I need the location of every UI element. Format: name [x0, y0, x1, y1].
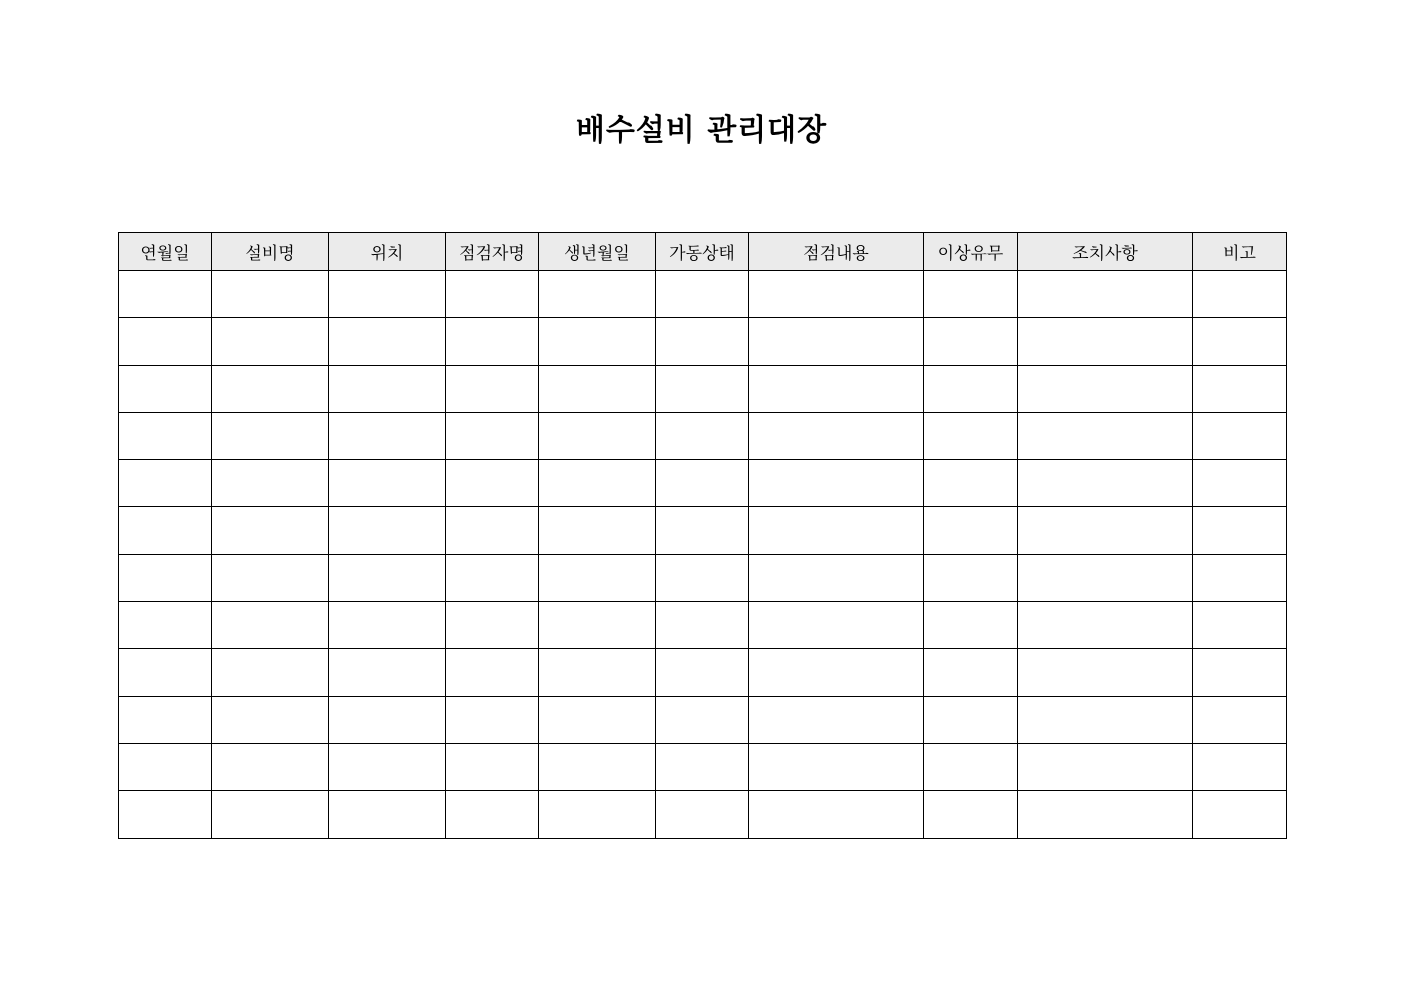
table-cell — [119, 743, 212, 790]
table-cell — [212, 460, 329, 507]
table-cell — [924, 554, 1018, 601]
column-header-remarks: 비고 — [1193, 233, 1287, 271]
table-cell — [656, 318, 749, 365]
table-cell — [212, 554, 329, 601]
table-cell — [924, 460, 1018, 507]
table-cell — [119, 696, 212, 743]
table-cell — [119, 602, 212, 649]
table-row — [119, 554, 1287, 601]
table-cell — [119, 412, 212, 459]
table-cell — [212, 743, 329, 790]
table-cell — [446, 507, 539, 554]
table-cell — [749, 271, 924, 318]
table-cell — [749, 743, 924, 790]
table-cell — [656, 365, 749, 412]
table-cell — [1018, 554, 1193, 601]
column-header-abnormality: 이상유무 — [924, 233, 1018, 271]
table-cell — [1018, 696, 1193, 743]
table-cell — [539, 602, 656, 649]
table-cell — [329, 365, 446, 412]
table-cell — [1018, 460, 1193, 507]
table-row — [119, 365, 1287, 412]
table-row — [119, 649, 1287, 696]
table-cell — [119, 554, 212, 601]
table-cell — [1193, 602, 1287, 649]
table-cell — [749, 602, 924, 649]
table-cell — [446, 271, 539, 318]
table-cell — [212, 318, 329, 365]
table-cell — [656, 791, 749, 838]
table-cell — [749, 460, 924, 507]
table-body — [119, 271, 1287, 839]
table-cell — [119, 271, 212, 318]
table-cell — [1018, 412, 1193, 459]
table-cell — [212, 365, 329, 412]
table-cell — [749, 318, 924, 365]
column-header-inspector-name: 점검자명 — [446, 233, 539, 271]
table-cell — [329, 696, 446, 743]
table-cell — [539, 554, 656, 601]
table-row — [119, 696, 1287, 743]
table-cell — [749, 554, 924, 601]
document-title: 배수설비 관리대장 — [575, 113, 828, 148]
table-cell — [1193, 649, 1287, 696]
table-cell — [446, 743, 539, 790]
table-cell — [446, 696, 539, 743]
table-cell — [446, 460, 539, 507]
table-row — [119, 271, 1287, 318]
table-cell — [656, 554, 749, 601]
column-header-operating-status: 가동상태 — [656, 233, 749, 271]
table-cell — [539, 696, 656, 743]
table-cell — [119, 460, 212, 507]
table-row — [119, 743, 1287, 790]
table-cell — [329, 271, 446, 318]
table-cell — [539, 365, 656, 412]
table-row — [119, 318, 1287, 365]
table-cell — [1018, 791, 1193, 838]
table-cell — [212, 649, 329, 696]
table-cell — [924, 271, 1018, 318]
table-cell — [539, 318, 656, 365]
table-cell — [446, 602, 539, 649]
table-cell — [656, 696, 749, 743]
table-cell — [749, 696, 924, 743]
column-header-date: 연월일 — [119, 233, 212, 271]
column-header-actions-taken: 조치사항 — [1018, 233, 1193, 271]
table-cell — [446, 365, 539, 412]
table-cell — [749, 791, 924, 838]
table-cell — [749, 649, 924, 696]
table-row — [119, 602, 1287, 649]
table-cell — [539, 507, 656, 554]
table-cell — [539, 791, 656, 838]
table-cell — [539, 460, 656, 507]
table-cell — [749, 365, 924, 412]
table-cell — [924, 602, 1018, 649]
table-cell — [1018, 271, 1193, 318]
table-cell — [1193, 271, 1287, 318]
table-cell — [1193, 696, 1287, 743]
table-cell — [212, 602, 329, 649]
table-row — [119, 460, 1287, 507]
table-row — [119, 412, 1287, 459]
table-cell — [446, 318, 539, 365]
table-cell — [119, 791, 212, 838]
column-header-birth-date: 생년월일 — [539, 233, 656, 271]
drainage-ledger-table — [118, 232, 1287, 839]
table-cell — [119, 365, 212, 412]
table-cell — [212, 271, 329, 318]
table-cell — [446, 412, 539, 459]
table-cell — [539, 743, 656, 790]
table-cell — [446, 554, 539, 601]
table-cell — [656, 649, 749, 696]
table-cell — [1193, 554, 1287, 601]
table-cell — [329, 507, 446, 554]
table-cell — [212, 507, 329, 554]
column-header-inspection-details: 점검내용 — [749, 233, 924, 271]
table-cell — [212, 791, 329, 838]
table-cell — [329, 602, 446, 649]
table-cell — [119, 649, 212, 696]
table-cell — [1193, 412, 1287, 459]
table-cell — [212, 696, 329, 743]
table-cell — [329, 649, 446, 696]
table-cell — [329, 743, 446, 790]
table-cell — [924, 649, 1018, 696]
table-cell — [924, 412, 1018, 459]
table-cell — [329, 791, 446, 838]
table-cell — [329, 412, 446, 459]
table-cell — [1193, 791, 1287, 838]
table-cell — [924, 743, 1018, 790]
column-header-equipment-name: 설비명 — [212, 233, 329, 271]
table-cell — [924, 791, 1018, 838]
table-cell — [119, 318, 212, 365]
table-cell — [1018, 743, 1193, 790]
table-cell — [656, 602, 749, 649]
table-cell — [1018, 318, 1193, 365]
table-cell — [446, 791, 539, 838]
table-cell — [446, 649, 539, 696]
table-cell — [329, 318, 446, 365]
table-cell — [119, 507, 212, 554]
table-cell — [1018, 602, 1193, 649]
table-cell — [539, 412, 656, 459]
table-cell — [656, 507, 749, 554]
table-cell — [924, 507, 1018, 554]
table-cell — [1193, 318, 1287, 365]
table-row — [119, 507, 1287, 554]
table-cell — [1193, 365, 1287, 412]
table-cell — [656, 412, 749, 459]
table-cell — [749, 412, 924, 459]
table-cell — [1193, 460, 1287, 507]
table-cell — [1193, 507, 1287, 554]
table-row — [119, 791, 1287, 838]
column-header-location: 위치 — [329, 233, 446, 271]
table-cell — [1018, 365, 1193, 412]
table-cell — [1193, 743, 1287, 790]
table-cell — [656, 271, 749, 318]
table-cell — [924, 318, 1018, 365]
header-row — [119, 233, 1287, 271]
table-cell — [656, 460, 749, 507]
table-cell — [1018, 649, 1193, 696]
table-cell — [539, 271, 656, 318]
table-cell — [329, 460, 446, 507]
table-cell — [329, 554, 446, 601]
table-cell — [656, 743, 749, 790]
table-cell — [212, 412, 329, 459]
table-cell — [924, 365, 1018, 412]
table-cell — [924, 696, 1018, 743]
table-cell — [749, 507, 924, 554]
table-cell — [539, 649, 656, 696]
table-cell — [1018, 507, 1193, 554]
